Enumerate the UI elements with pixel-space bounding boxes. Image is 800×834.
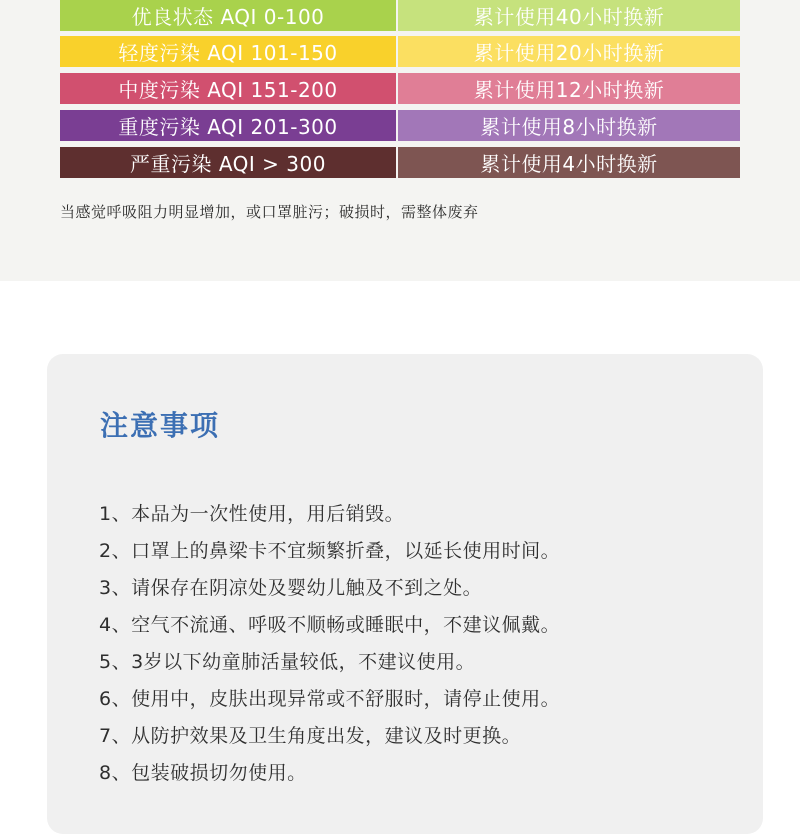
aqi-advice-label: 累计使用20小时换新: [398, 36, 740, 67]
aqi-level-label: 轻度污染 AQI 101-150: [60, 36, 396, 67]
aqi-level-label: 中度污染 AQI 151-200: [60, 73, 396, 104]
notice-item: 5、3岁以下幼童肺活量较低，不建议使用。: [99, 651, 476, 673]
notice-list: [99, 499, 560, 795]
aqi-level-label: 严重污染 AQI > 300: [60, 147, 396, 178]
aqi-advice-label: 累计使用40小时换新: [398, 0, 740, 31]
aqi-level-label: 重度污染 AQI 201-300: [60, 110, 396, 141]
aqi-level-label: 优良状态 AQI 0-100: [60, 0, 396, 31]
notice-item: 7、从防护效果及卫生角度出发，建议及时更换。: [99, 725, 522, 747]
notice-item: 6、使用中，皮肤出现异常或不舒服时，请停止使用。: [99, 688, 561, 710]
aqi-advice-label: 累计使用12小时换新: [398, 73, 740, 104]
notice-item: 2、口罩上的鼻梁卡不宜频繁折叠，以延长使用时间。: [99, 540, 561, 562]
aqi-row-heavy: [60, 110, 740, 141]
notice-card: [47, 354, 763, 834]
notice-title: 注意事项: [100, 409, 221, 442]
aqi-advice-label: 累计使用4小时换新: [398, 147, 740, 178]
notice-item: 3、请保存在阴凉处及婴幼儿触及不到之处。: [99, 577, 483, 599]
notice-item: 8、包装破损切勿使用。: [99, 762, 307, 784]
aqi-section: [0, 0, 800, 281]
discard-note: 当感觉呼吸阻力明显增加，或口罩脏污；破损时，需整体废弃: [60, 203, 479, 221]
aqi-row-moderate: [60, 73, 740, 104]
aqi-row-severe: [60, 147, 740, 178]
notice-item: 1、本品为一次性使用，用后销毁。: [99, 503, 405, 525]
notice-item: 4、空气不流通、呼吸不顺畅或睡眠中，不建议佩戴。: [99, 614, 561, 636]
aqi-row-light: [60, 36, 740, 67]
aqi-row-good: [60, 0, 740, 31]
aqi-advice-label: 累计使用8小时换新: [398, 110, 740, 141]
